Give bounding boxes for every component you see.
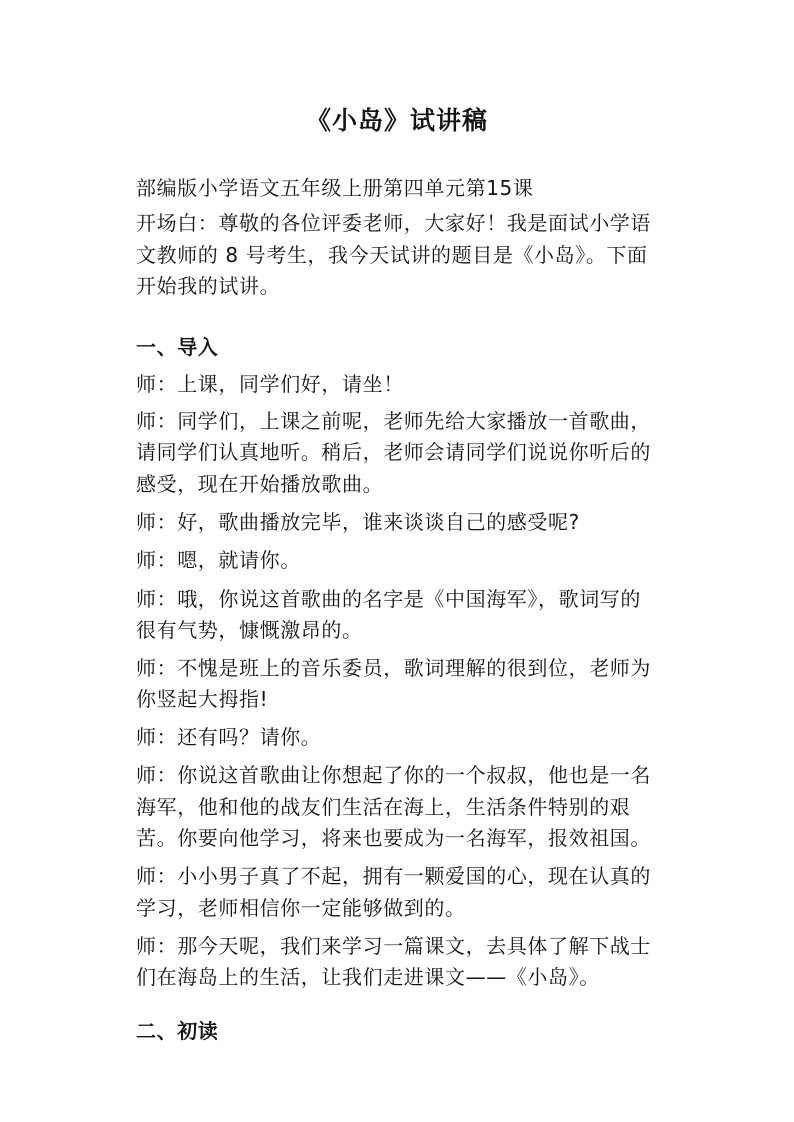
paragraph-line: 师：嗯，就请你。 [136,548,301,572]
section-heading-intro: 一、导入 [136,335,219,359]
paragraph-line: 感受，现在开始播放歌曲。 [136,472,384,496]
paragraph-line: 师：不愧是班上的音乐委员，歌词理解的很到位，老师为 [136,656,651,680]
paragraph-line: 师：好，歌曲播放完毕，谁来谈谈自己的感受呢? [136,510,580,534]
paragraph-line: 学习，老师相信你一定能够做到的。 [136,896,466,920]
section-heading-first-reading: 二、初读 [136,1019,219,1043]
paragraph-line: 师：还有吗？请你。 [136,725,322,749]
paragraph-line: 师：上课，同学们好，请坐！ [136,372,404,396]
document-title: 《小岛》试讲稿 [305,106,488,135]
paragraph-line: 你竖起大拇指! [136,687,269,711]
paragraph-line: 很有气势，慷慨激昂的。 [136,618,363,642]
intro-line: 开场白：尊敬的各位评委老师，大家好！我是面试小学语 [136,211,651,235]
intro-line: 开始我的试讲。 [136,274,281,298]
paragraph-line: 师：你说这首歌曲让你想起了你的一个叔叔，他也是一名 [136,763,651,787]
paragraph-line: 师：哦，你说这首歌曲的名字是《中国海军》，歌词写的 [136,587,641,611]
paragraph-line: 师：那今天呢，我们来学习一篇课文，去具体了解下战士 [136,934,651,958]
intro-line: 文教师的 8 号考生，我今天试讲的题目是《小岛》。下面 [136,243,648,267]
paragraph-line: 师：小小男子真了不起，拥有一颗爱国的心，现在认真的 [136,864,651,888]
paragraph-line: 师：同学们，上课之前呢，老师先给大家播放一首歌曲， [136,409,651,433]
paragraph-line: 海军，他和他的战友们生活在海上，生活条件特别的艰 [136,795,631,819]
paragraph-line: 苦。你要向他学习，将来也要成为一名海军，报效祖国。 [136,826,651,850]
paragraph-line: 请同学们认真地听。稍后，老师会请同学们说说你听后的 [136,440,651,464]
paragraph-line: 们在海岛上的生活，让我们走进课文——《小岛》。 [136,965,600,989]
subtitle: 部编版小学语文五年级上册第四单元第15课 [136,176,534,200]
